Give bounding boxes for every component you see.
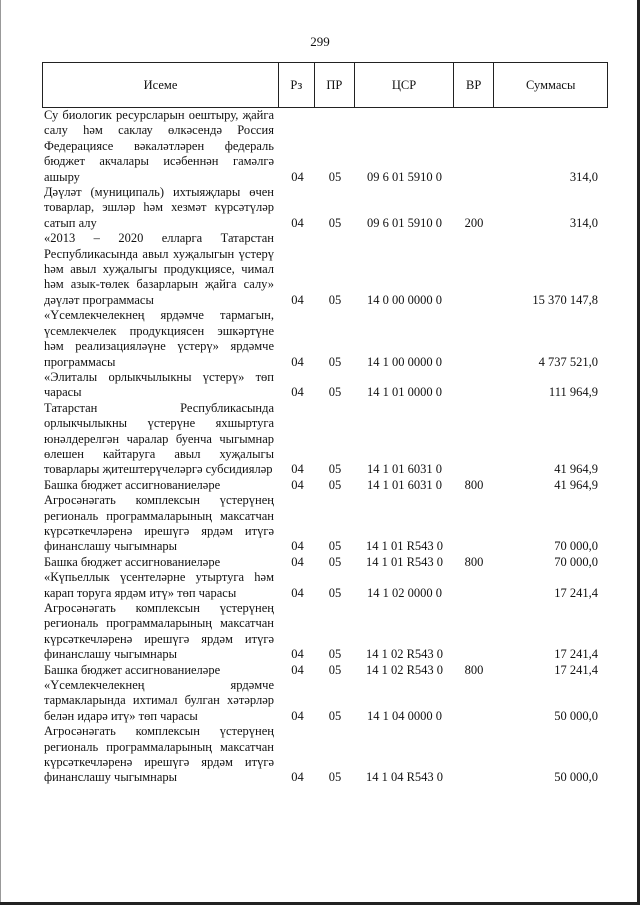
- row-csr: 14 1 02 0000 0: [367, 585, 442, 600]
- row-pr: 05: [328, 770, 342, 785]
- table-row: [42, 555, 608, 570]
- row-pr: 05: [328, 708, 342, 723]
- table-row: [42, 478, 608, 493]
- header-pr: ПР: [315, 63, 356, 107]
- row-csr: 14 1 01 R543 0: [365, 554, 444, 569]
- row-sum: 17 241,4: [554, 647, 598, 662]
- scan-edge-left: [0, 0, 1, 905]
- row-pr: 05: [328, 292, 342, 307]
- row-sum: 70 000,0: [554, 554, 598, 569]
- row-sum: 15 370 147,8: [532, 292, 598, 307]
- row-pr: 05: [328, 477, 342, 492]
- row-rz: 04: [291, 539, 304, 554]
- table-row: [42, 308, 608, 370]
- row-name: Башка бюджет ассигнованиеләре: [44, 662, 221, 677]
- header-csr: ЦСР: [355, 63, 454, 107]
- header-sum: Суммасы: [494, 63, 608, 107]
- row-csr: 09 6 01 5910 0: [367, 169, 442, 184]
- row-rz: 04: [291, 662, 304, 677]
- row-pr: 05: [328, 385, 342, 400]
- row-name: «2013 – 2020 елларга Татарстан Республикасында авыл хуҗалыгын үстерү һәм авыл хуҗалыгы продукциясе, чимал һәм азык-төлек базарларын җайга салу» дәүләт программасы: [44, 231, 274, 307]
- row-pr: 05: [328, 662, 342, 677]
- page-number: 299: [310, 34, 330, 49]
- row-rz: 04: [291, 477, 304, 492]
- row-rz: 04: [291, 647, 304, 662]
- row-name: Башка бюджет ассигнованиеләре: [44, 554, 221, 569]
- row-vr: 800: [464, 554, 484, 569]
- header-rz: Рз: [279, 63, 315, 107]
- row-pr: 05: [328, 585, 342, 600]
- row-pr: 05: [328, 539, 342, 554]
- row-csr: 14 1 01 R543 0: [365, 539, 444, 554]
- row-csr: 14 1 04 R543 0: [365, 770, 444, 785]
- row-sum: 70 000,0: [554, 539, 598, 554]
- table-row: [42, 231, 608, 308]
- row-name: Башка бюджет ассигнованиеләре: [44, 477, 221, 492]
- row-csr: 14 1 04 0000 0: [367, 708, 442, 723]
- row-sum: 17 241,4: [554, 585, 598, 600]
- row-csr: 14 1 00 0000 0: [367, 354, 442, 369]
- header-vr: ВР: [454, 63, 495, 107]
- row-name: «Элиталы орлыкчылыкны үстерү» төп чарасы: [44, 369, 274, 400]
- budget-table: [42, 62, 608, 786]
- row-csr: 14 1 02 R543 0: [365, 647, 444, 662]
- row-sum: 41 964,9: [554, 462, 598, 477]
- table-row: [42, 401, 608, 478]
- table-row: [42, 678, 608, 724]
- row-csr: 14 1 01 0000 0: [367, 385, 442, 400]
- row-csr: 14 1 01 6031 0: [367, 462, 442, 477]
- row-name: «Күпьеллык үсентеләрне утыртуга һәм карап торуга ярдәм итү» төп чарасы: [44, 570, 274, 600]
- table-row: [42, 663, 608, 678]
- row-vr: 800: [464, 477, 484, 492]
- row-pr: 05: [328, 462, 342, 477]
- row-vr: 800: [464, 662, 484, 677]
- row-pr: 05: [328, 647, 342, 662]
- table-row: [42, 493, 608, 555]
- row-sum: 4 737 521,0: [538, 354, 598, 369]
- row-csr: 09 6 01 5910 0: [367, 215, 442, 230]
- row-sum: 314,0: [569, 215, 598, 230]
- table-row: [42, 185, 608, 231]
- row-csr: 14 1 01 6031 0: [367, 477, 442, 492]
- row-rz: 04: [291, 385, 304, 400]
- row-name: Дәүләт (муниципаль) ихтыяҗлары өчен товарлар, эшләр һәм хезмәт күрсәтүләр сатып алу: [44, 185, 274, 230]
- row-name: Агросәнәгать комплексын үстерүнең региональ программаларының максатчан күрсәткечләренә ирешүгә ярдәм итүгә финанслашу чыгымнары: [44, 724, 274, 785]
- header-name: Исеме: [43, 63, 279, 107]
- row-rz: 04: [291, 585, 304, 600]
- table-row: [42, 370, 608, 401]
- row-vr: 200: [464, 215, 484, 230]
- row-name: Татарстан Республикасында орлыкчылыкны үстерүне яхшыртуга юнәлдерелгән чаралар буенча чыгымнар өлешен кайтаруга авыл хуҗалыгы товарлары җитештерүчеләргә субсидияләр: [44, 400, 274, 477]
- row-rz: 04: [291, 462, 304, 477]
- row-rz: 04: [291, 708, 304, 723]
- row-name: «Үсемлекчелекнең ярдәмче тармагын, үсемлекчелек продукциясен эшкәртүне һәм реализацияләүне үстерү» ярдәмче программасы: [44, 308, 274, 369]
- table-row: [42, 570, 608, 601]
- row-rz: 04: [291, 354, 304, 369]
- table-row: [42, 601, 608, 663]
- row-sum: 41 964,9: [554, 477, 598, 492]
- row-rz: 04: [291, 770, 304, 785]
- row-pr: 05: [328, 169, 342, 184]
- row-rz: 04: [291, 554, 304, 569]
- row-pr: 05: [328, 354, 342, 369]
- row-sum: 50 000,0: [554, 708, 598, 723]
- row-name: Агросәнәгать комплексын үстерүнең региональ программаларының максатчан күрсәткечләренә ирешүгә ярдәм итүгә финанслашу чыгымнары: [44, 493, 274, 554]
- row-pr: 05: [328, 215, 342, 230]
- row-sum: 17 241,4: [554, 662, 598, 677]
- row-csr: 14 0 00 0000 0: [367, 292, 442, 307]
- row-sum: 314,0: [569, 169, 598, 184]
- row-rz: 04: [291, 292, 304, 307]
- row-name: «Үсемлекчелекнең ярдәмче тармакларында ихтимал булган хәтәрләр белән идарә итү» төп чарасы: [44, 678, 274, 723]
- row-name: Су биологик ресурсларын оештыру, җайга салу һәм саклау өлкәсендә Россия Федерациясе вәкаләтләрен федераль бюджет акчалары исәбеннән гамәлгә ашыру: [44, 108, 274, 184]
- table-row: [42, 108, 608, 185]
- row-sum: 50 000,0: [554, 770, 598, 785]
- table-row: [42, 724, 608, 786]
- table-header: [42, 62, 608, 108]
- row-name: Агросәнәгать комплексын үстерүнең региональ программаларының максатчан күрсәткечләренә ирешүгә ярдәм итүгә финанслашу чыгымнары: [44, 601, 274, 662]
- row-rz: 04: [291, 169, 304, 184]
- row-rz: 04: [291, 215, 304, 230]
- table-body: [42, 108, 608, 786]
- row-pr: 05: [328, 554, 342, 569]
- row-csr: 14 1 02 R543 0: [365, 662, 444, 677]
- row-sum: 111 964,9: [548, 385, 598, 400]
